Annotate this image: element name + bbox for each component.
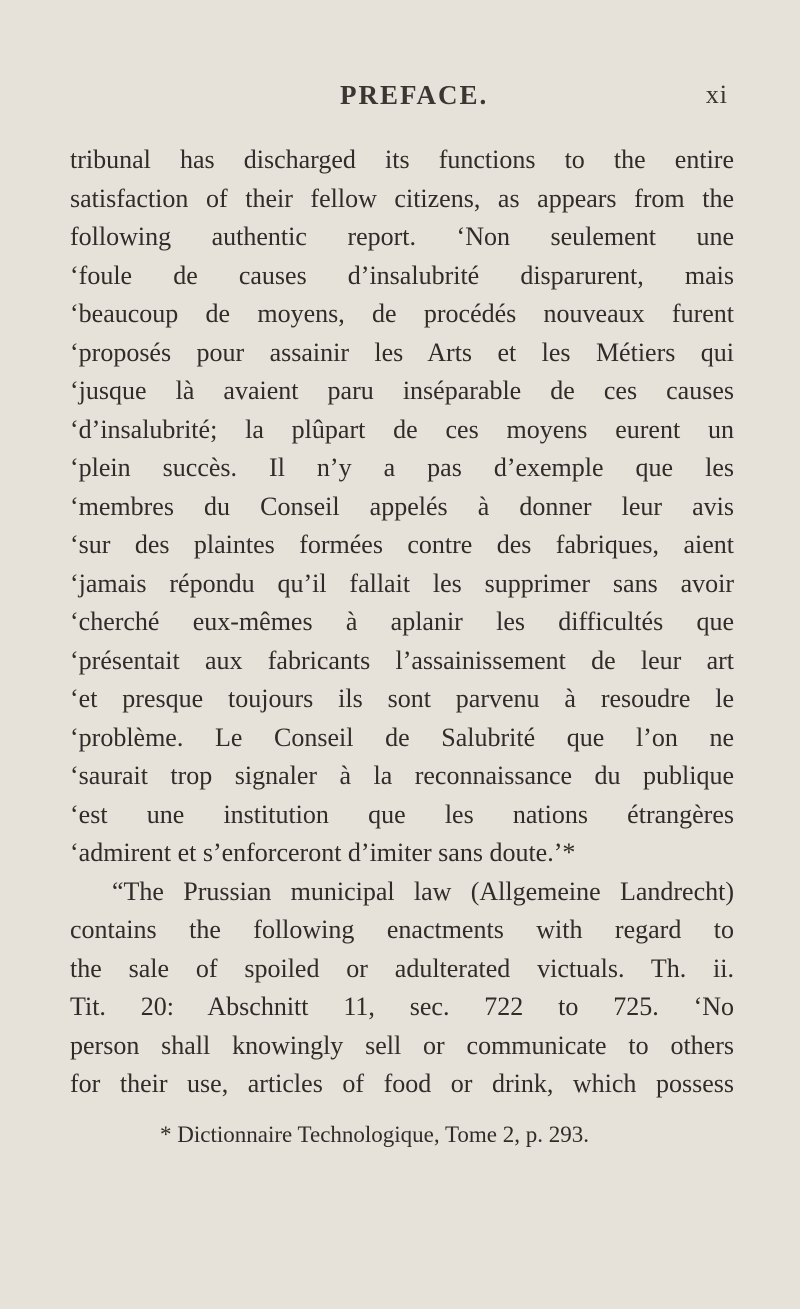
text-line: the sale of spoiled or adulterated victuals. Th. ii.	[70, 953, 734, 983]
text-line: “The Prussian municipal law (Allgemeine Landrecht)	[112, 876, 734, 906]
footnote: * Dictionnaire Technologique, Tome 2, p. 293.	[160, 1121, 590, 1147]
running-title: PREFACE.	[340, 80, 489, 110]
text-line: ‘saurait trop signaler à la reconnaissance du publique	[70, 761, 734, 790]
text-line: ‘proposés pour assainir les Arts et les Métiers qui	[70, 337, 734, 367]
running-header	[0, 80, 800, 120]
text-line: ‘et presque toujours ils sont parvenu à resoudre le	[70, 684, 734, 713]
text-line: ‘sur des plaintes formées contre des fabriques, aient	[70, 530, 734, 559]
text-line: ‘problème. Le Conseil de Salubrité que l’on ne	[70, 722, 734, 752]
text-line: ‘foule de causes d’insalubrité disparurent, mais	[70, 260, 734, 290]
text-line: ‘plein succès. Il n’y a pas d’exemple que les	[70, 453, 734, 482]
text-line: following authentic report. ‘Non seulement une	[70, 222, 734, 251]
text-line: ‘jusque là avaient paru inséparable de ces causes	[70, 376, 734, 405]
text-line: contains the following enactments with regard to	[70, 915, 734, 944]
text-line: satisfaction of their fellow citizens, as appears from the	[70, 183, 734, 213]
text-line: ‘beaucoup de moyens, de procédés nouveaux furent	[70, 299, 734, 328]
text-line: tribunal has discharged its functions to the entire	[70, 145, 734, 174]
text-line: Tit. 20: Abschnitt 11, sec. 722 to 725. ‘No	[70, 992, 734, 1021]
text-line: for their use, articles of food or drink, which possess	[70, 1069, 734, 1098]
text-line: ‘admirent et s’enforceront d’imiter sans doute.’*	[70, 838, 576, 867]
page-number: xi	[705, 80, 728, 109]
text-line: ‘présentait aux fabricants l’assainissement de leur art	[70, 645, 734, 675]
text-line: ‘membres du Conseil appelés à donner leur avis	[70, 491, 734, 521]
text-line: person shall knowingly sell or communicate to others	[70, 1030, 734, 1060]
text-line: ‘est une institution que les nations étrangères	[70, 799, 734, 829]
text-line: ‘cherché eux-mêmes à aplanir les difficultés que	[70, 607, 734, 636]
text-line: ‘d’insalubrité; la plûpart de ces moyens eurent un	[70, 414, 734, 444]
text-line: ‘jamais répondu qu’il fallait les supprimer sans avoir	[70, 568, 734, 598]
